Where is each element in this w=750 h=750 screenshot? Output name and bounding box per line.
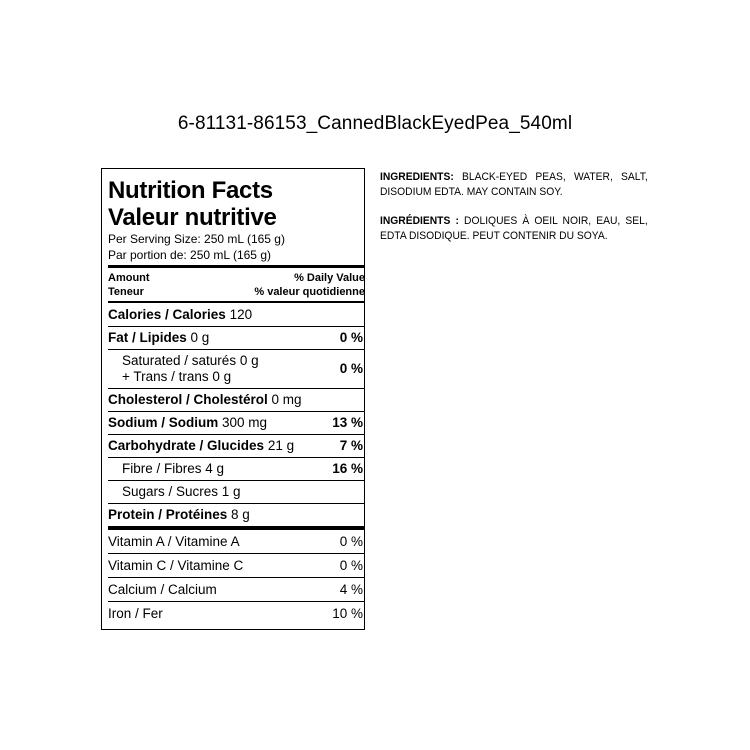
sat-trans-row [108,350,365,389]
calories-value: 120 [229,306,253,322]
vitamin-label: Calcium / Calcium [108,581,217,597]
vitamin-row [108,602,365,625]
amount-header-fr [108,285,365,299]
protein-row [108,504,365,530]
serving-size-fr: Par portion de: 250 mL (165 g) [108,248,271,262]
vitamin-label: Vitamin A / Vitamine A [108,533,240,549]
ingredients-label-en: INGREDIENTS: [380,171,454,183]
sat-trans-dv: 0 % [339,361,363,376]
ingredients-block [380,170,648,258]
fat-dv: 0 % [339,330,363,345]
vitamin-row [108,530,365,554]
heading-en: Nutrition Facts [108,177,273,204]
vitamin-dv: 10 % [332,605,363,621]
carbohydrate-dv: 7 % [339,438,363,453]
amount-label-fr: Teneur [108,286,144,298]
carbohydrate-label: Carbohydrate / Glucides [108,438,265,453]
ingredients-text-fr: DOLIQUES À OEIL NOIR, EAU, SEL, EDTA DISODIQUE. PEUT CONTENIR DU SOYA. [380,215,648,242]
fibre-dv: 16 % [332,461,363,476]
cholesterol-label: Cholesterol / Cholestérol [108,392,268,407]
vitamin-dv: 0 % [339,557,363,573]
calories-row [108,303,365,327]
vitamin-dv: 0 % [339,533,363,549]
protein-amount: 8 g [231,507,250,522]
fibre-label: Fibre / Fibres 4 g [122,461,225,476]
daily-value-label-en: % Daily Value [294,272,365,284]
nutrition-facts-table [101,168,365,630]
amount-label-en: Amount [108,272,150,284]
fat-amount: 0 g [190,330,210,345]
ingredients-text-en: BLACK-EYED PEAS, WATER, SALT, DISODIUM EDTA. MAY CONTAIN SOY. [380,171,648,198]
fibre-row [108,458,365,481]
ingredients-en [380,170,648,200]
sodium-dv: 13 % [332,415,363,430]
cholesterol-row [108,389,365,412]
vitamin-label: Vitamin C / Vitamine C [108,557,244,573]
cholesterol-amount: 0 mg [271,392,302,407]
carbohydrate-amount: 21 g [267,438,295,453]
amount-header-en [108,268,365,285]
vitamin-row [108,578,365,602]
sugars-label: Sugars / Sucres 1 g [122,484,241,499]
calories-label: Calories / Calories [108,306,226,322]
vitamin-label: Iron / Fer [108,605,163,621]
vitamin-row [108,554,365,578]
carbohydrate-row [108,435,365,458]
ingredients-label-fr: INGRÉDIENTS : [380,215,459,227]
saturated-label: Saturated / saturés 0 g [122,353,259,368]
fat-label: Fat / Lipides [108,330,187,345]
serving-size-en: Per Serving Size: 250 mL (165 g) [108,232,285,246]
sodium-amount: 300 mg [222,415,268,430]
ingredients-fr [380,214,648,244]
daily-value-label-fr: % valeur quotidienne [254,286,365,298]
vitamin-dv: 4 % [339,581,363,597]
protein-label: Protein / Protéines [108,507,228,522]
file-title: 6-81131-86153_CannedBlackEyedPea_540ml [177,113,573,134]
heading-fr: Valeur nutritive [108,204,277,231]
sodium-row [108,412,365,435]
sodium-label: Sodium / Sodium [108,415,219,430]
trans-label: + Trans / trans 0 g [122,369,232,384]
fat-row [108,327,365,350]
sugars-row [108,481,365,504]
